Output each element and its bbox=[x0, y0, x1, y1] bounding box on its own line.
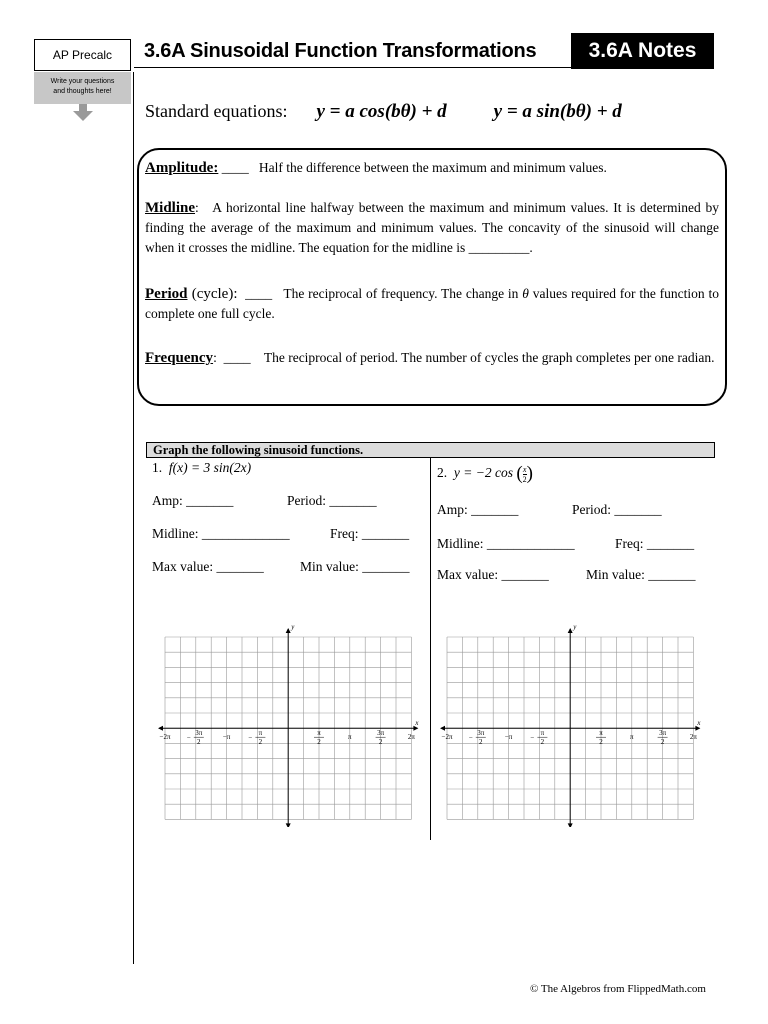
x-tick-minus: − bbox=[530, 734, 535, 743]
problem2-min: Min value: _______ bbox=[586, 567, 696, 582]
problem2-midline: Midline: _____________ bbox=[437, 536, 575, 551]
problem2-period: Period: _______ bbox=[572, 502, 662, 517]
axis-arrow bbox=[286, 628, 291, 633]
note-prompt-line2: and thoughts here! bbox=[53, 88, 112, 95]
problem1-midline: Midline: _____________ bbox=[152, 526, 290, 541]
equation-cos: y = a cos(bθ) + d bbox=[316, 101, 447, 122]
frac-denominator: 2 bbox=[522, 474, 527, 484]
y-axis-label: y bbox=[291, 623, 295, 631]
x-axis-label: x bbox=[415, 719, 419, 728]
problem1-number: 1. bbox=[152, 460, 163, 475]
x-tick-numerator: π bbox=[599, 729, 603, 738]
copyright: © The Algebros from FlippedMath.com bbox=[530, 983, 706, 995]
page-title: 3.6A Sinusoidal Function Transformations bbox=[144, 40, 537, 62]
definition-amplitude bbox=[145, 158, 719, 178]
axis-arrow bbox=[568, 823, 573, 827]
x-tick-denominator: 2 bbox=[258, 738, 263, 747]
problem1-function bbox=[152, 460, 251, 476]
x-tick-denominator: 2 bbox=[599, 738, 603, 747]
midline-text: A horizontal line halfway between the maximum and minimum values. It is determined by finding the average of the maximum and minimum values. The concavity of the sinusoid will change when it crosses the midline. The equation for the midline is _________. bbox=[145, 200, 719, 255]
notes-tag: 3.6A Notes bbox=[571, 33, 714, 69]
problem2-amp: Amp: _______ bbox=[437, 502, 519, 517]
period-text-after: values required for the function to complete one full cycle. bbox=[145, 286, 719, 321]
x-tick-minus: − bbox=[248, 734, 253, 743]
term-amplitude: Amplitude: bbox=[145, 160, 219, 176]
coordinate-grid-1[interactable] bbox=[150, 622, 425, 827]
axis-arrow bbox=[568, 628, 573, 633]
coordinate-grid-2[interactable] bbox=[432, 622, 707, 827]
problem1-min: Min value: _______ bbox=[300, 559, 410, 574]
theta-symbol: θ bbox=[522, 286, 529, 301]
frac-numerator: x bbox=[522, 464, 527, 474]
x-tick-label: −π bbox=[504, 733, 513, 742]
note-prompt bbox=[34, 72, 131, 104]
graph-section-heading: Graph the following sinusoid functions. bbox=[146, 442, 715, 458]
problem1-max: Max value: _______ bbox=[152, 559, 264, 574]
right-paren: ) bbox=[526, 463, 533, 484]
problem1-amp: Amp: _______ bbox=[152, 493, 234, 508]
x-tick-minus: − bbox=[468, 734, 473, 743]
x-tick-label: π bbox=[630, 733, 634, 742]
axis-arrow bbox=[158, 726, 163, 731]
equation-sin: y = a sin(bθ) + d bbox=[493, 101, 622, 122]
period-blank: ____ bbox=[245, 286, 273, 301]
x-tick-numerator: 3π bbox=[195, 729, 203, 738]
amplitude-text: Half the difference between the maximum and minimum values. bbox=[258, 160, 607, 175]
standard-label: Standard equations: bbox=[145, 101, 288, 121]
definition-midline bbox=[145, 198, 719, 258]
frequency-text: The reciprocal of period. The number of cycles the graph completes per one radian. bbox=[263, 350, 715, 365]
x-tick-label: 2π bbox=[407, 733, 415, 742]
x-tick-denominator: 2 bbox=[540, 738, 545, 747]
x-tick-label: π bbox=[348, 733, 352, 742]
problem1-freq: Freq: _______ bbox=[330, 526, 410, 541]
x-tick-denominator: 2 bbox=[479, 738, 483, 747]
problem2-number: 2. bbox=[437, 465, 448, 481]
x-tick-numerator: 3π bbox=[659, 729, 667, 738]
problem1-period: Period: _______ bbox=[287, 493, 377, 508]
y-axis-label: y bbox=[573, 623, 577, 631]
margin-divider bbox=[133, 72, 134, 964]
left-paren: ( bbox=[516, 463, 523, 484]
definition-period bbox=[145, 284, 719, 324]
column-divider bbox=[430, 458, 431, 840]
period-text-before: The reciprocal of frequency. The change in bbox=[283, 286, 519, 301]
axis-arrow bbox=[286, 823, 291, 827]
x-tick-label: 2π bbox=[689, 733, 697, 742]
term-period: Period bbox=[145, 286, 188, 302]
axis-arrow bbox=[440, 726, 445, 731]
x-tick-denominator: 2 bbox=[317, 738, 321, 747]
frequency-colon: : bbox=[213, 350, 217, 365]
x-tick-numerator: π bbox=[317, 729, 321, 738]
problem2-max: Max value: _______ bbox=[437, 567, 549, 582]
x-tick-denominator: 2 bbox=[378, 738, 383, 747]
x-tick-label: −π bbox=[222, 733, 231, 742]
term-frequency: Frequency bbox=[145, 350, 214, 366]
term-midline: Midline bbox=[145, 200, 196, 216]
x-tick-label: −2π bbox=[159, 733, 171, 742]
x-axis-label: x bbox=[697, 719, 701, 728]
arrow-down-icon bbox=[73, 104, 93, 122]
definition-frequency bbox=[145, 348, 719, 368]
problem2-equation: y = −2 cos bbox=[453, 465, 513, 481]
course-label: AP Precalc bbox=[34, 39, 131, 71]
frequency-blank: ____ bbox=[223, 350, 251, 365]
period-extra: (cycle): bbox=[187, 286, 238, 302]
x-tick-denominator: 2 bbox=[197, 738, 201, 747]
standard-equations bbox=[145, 101, 622, 123]
x-tick-numerator: 3π bbox=[477, 729, 485, 738]
midline-colon: : bbox=[195, 200, 199, 215]
amplitude-blank: ____ bbox=[221, 160, 249, 175]
problem1-equation: f(x) = 3 sin(2x) bbox=[168, 460, 252, 475]
problem2-function bbox=[437, 463, 533, 485]
x-tick-numerator: 3π bbox=[377, 729, 385, 738]
x-tick-numerator: π bbox=[258, 729, 263, 738]
problem2-freq: Freq: _______ bbox=[615, 536, 695, 551]
x-tick-label: −2π bbox=[441, 733, 453, 742]
x-tick-numerator: π bbox=[540, 729, 545, 738]
x-tick-denominator: 2 bbox=[660, 738, 665, 747]
note-prompt-line1: Write your questions bbox=[50, 78, 115, 85]
x-tick-minus: − bbox=[186, 734, 191, 743]
